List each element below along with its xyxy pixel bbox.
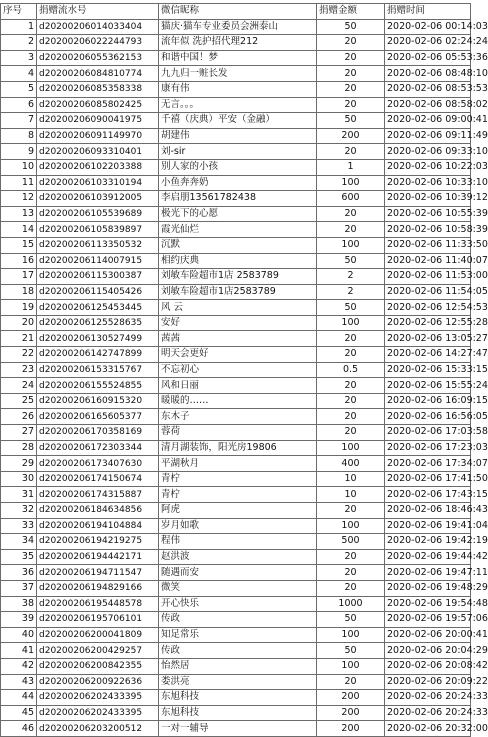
cell-time: 2020-02-06 10:39:12: [385, 191, 471, 207]
cell-nickname: 胡建伟: [159, 128, 317, 144]
cell-time: 2020-02-06 20:00:41: [385, 627, 471, 643]
cell-serial: d20200206174150674: [37, 471, 159, 487]
cell-serial: d20200206202433395: [37, 690, 159, 706]
cell-index: 3: [1, 50, 37, 66]
cell-amount: 20: [317, 35, 385, 51]
cell-nickname: 不忘初心: [159, 362, 317, 378]
table-row: [1, 643, 471, 659]
cell-index: 20: [1, 315, 37, 331]
cell-serial: d20200206085802425: [37, 97, 159, 113]
cell-amount: 0.5: [317, 362, 385, 378]
cell-amount: 20: [317, 425, 385, 441]
cell-nickname: 刘敏车险超市1店2583789: [159, 284, 317, 300]
cell-amount: 20: [317, 378, 385, 394]
cell-amount: 1: [317, 159, 385, 175]
cell-time: 2020-02-06 20:04:29: [385, 643, 471, 659]
cell-nickname: 霞光仙烂: [159, 222, 317, 238]
table-row: [1, 378, 471, 394]
header-index: 序号: [1, 4, 37, 20]
cell-serial: d20200206125528635: [37, 315, 159, 331]
cell-time: 2020-02-06 17:03:58: [385, 425, 471, 441]
cell-serial: d20200206173407630: [37, 456, 159, 472]
table-row: [1, 580, 471, 596]
cell-time: 2020-02-06 17:34:07: [385, 456, 471, 472]
cell-nickname: 东木子: [159, 409, 317, 425]
table-row: [1, 191, 471, 207]
cell-index: 30: [1, 471, 37, 487]
table-body: [1, 19, 488, 736]
cell-serial: d20200206115405426: [37, 284, 159, 300]
donation-table: [0, 3, 488, 737]
cell-index: 13: [1, 206, 37, 222]
cell-serial: d20200206091149970: [37, 128, 159, 144]
table-row: [1, 300, 471, 316]
cell-index: 24: [1, 378, 37, 394]
cell-amount: 200: [317, 721, 385, 737]
cell-time: 2020-02-06 15:33:15: [385, 362, 471, 378]
cell-amount: 20: [317, 565, 385, 581]
cell-index: 46: [1, 721, 37, 737]
cell-nickname: 传政: [159, 612, 317, 628]
cell-index: 27: [1, 425, 37, 441]
table-row: [1, 347, 471, 363]
cell-serial: d20200206200041809: [37, 627, 159, 643]
cell-amount: 100: [317, 315, 385, 331]
cell-time: 2020-02-06 05:53:36: [385, 50, 471, 66]
cell-amount: 20: [317, 50, 385, 66]
cell-nickname: 青柠: [159, 487, 317, 503]
cell-amount: 50: [317, 19, 385, 35]
cell-serial: d20200206105539689: [37, 206, 159, 222]
table-row: [1, 456, 471, 472]
cell-index: 7: [1, 113, 37, 129]
table-row: [1, 19, 471, 35]
cell-nickname: 无言。。。: [159, 97, 317, 113]
cell-amount: 100: [317, 658, 385, 674]
cell-serial: d20200206194442171: [37, 549, 159, 565]
cell-serial: d20200206160915320: [37, 393, 159, 409]
table-row: [1, 705, 471, 721]
cell-nickname: 程伟: [159, 534, 317, 550]
cell-serial: d20200206103912005: [37, 191, 159, 207]
cell-nickname: 流年似 洗护招代理212: [159, 35, 317, 51]
cell-amount: 200: [317, 705, 385, 721]
cell-amount: 20: [317, 549, 385, 565]
table-row: [1, 222, 471, 238]
cell-index: 34: [1, 534, 37, 550]
cell-time: 2020-02-06 15:55:24: [385, 378, 471, 394]
cell-index: 14: [1, 222, 37, 238]
cell-nickname: 安好: [159, 315, 317, 331]
cell-nickname: 东旭科技: [159, 705, 317, 721]
cell-index: 6: [1, 97, 37, 113]
table-row: [1, 253, 471, 269]
table-row: [1, 627, 471, 643]
cell-serial: d20200206085358338: [37, 81, 159, 97]
cell-serial: d20200206203200512: [37, 721, 159, 737]
cell-amount: 20: [317, 393, 385, 409]
cell-index: 21: [1, 331, 37, 347]
cell-time: 2020-02-06 20:32:00: [385, 721, 471, 737]
table-row: [1, 425, 471, 441]
cell-index: 1: [1, 19, 37, 35]
cell-time: 2020-02-06 11:53:00: [385, 269, 471, 285]
cell-amount: 500: [317, 534, 385, 550]
cell-amount: 20: [317, 331, 385, 347]
cell-amount: 100: [317, 440, 385, 456]
cell-time: 2020-02-06 10:22:03: [385, 159, 471, 175]
cell-index: 19: [1, 300, 37, 316]
cell-time: 2020-02-06 17:43:15: [385, 487, 471, 503]
table-row: [1, 315, 471, 331]
cell-nickname: 平湖秋月: [159, 456, 317, 472]
cell-amount: 50: [317, 300, 385, 316]
cell-index: 43: [1, 674, 37, 690]
cell-amount: 2: [317, 284, 385, 300]
cell-serial: d20200206202433395: [37, 705, 159, 721]
cell-index: 5: [1, 81, 37, 97]
cell-index: 15: [1, 237, 37, 253]
cell-time: 2020-02-06 09:11:49: [385, 128, 471, 144]
cell-nickname: 知足常乐: [159, 627, 317, 643]
cell-nickname: 别人家的小孩: [159, 159, 317, 175]
cell-time: 2020-02-06 19:47:11: [385, 565, 471, 581]
cell-index: 8: [1, 128, 37, 144]
table-row: [1, 144, 471, 160]
table-row: [1, 284, 471, 300]
cell-serial: d20200206114007915: [37, 253, 159, 269]
cell-nickname: 明天会更好: [159, 347, 317, 363]
cell-amount: 50: [317, 253, 385, 269]
cell-time: 2020-02-06 11:40:07: [385, 253, 471, 269]
table-row: [1, 518, 471, 534]
cell-nickname: 刘敏车险超市1店 2583789: [159, 269, 317, 285]
cell-serial: d20200206014033404: [37, 19, 159, 35]
cell-amount: 100: [317, 175, 385, 191]
cell-time: 2020-02-06 16:56:05: [385, 409, 471, 425]
cell-nickname: 千禧（庆典）平安（金融）: [159, 113, 317, 129]
cell-serial: d20200206200922636: [37, 674, 159, 690]
cell-amount: 20: [317, 503, 385, 519]
cell-serial: d20200206194219275: [37, 534, 159, 550]
cell-index: 31: [1, 487, 37, 503]
cell-index: 37: [1, 580, 37, 596]
cell-serial: d20200206022244793: [37, 35, 159, 51]
cell-time: 2020-02-06 17:41:50: [385, 471, 471, 487]
cell-index: 36: [1, 565, 37, 581]
cell-time: 2020-02-06 20:24:33: [385, 705, 471, 721]
cell-amount: 200: [317, 128, 385, 144]
cell-serial: d20200206165605377: [37, 409, 159, 425]
cell-serial: d20200206115300387: [37, 269, 159, 285]
cell-time: 2020-02-06 11:54:05: [385, 284, 471, 300]
cell-index: 18: [1, 284, 37, 300]
table-row: [1, 113, 471, 129]
cell-serial: d20200206200842355: [37, 658, 159, 674]
cell-index: 17: [1, 269, 37, 285]
header-row: [1, 4, 471, 20]
table-row: [1, 471, 471, 487]
cell-time: 2020-02-06 19:44:42: [385, 549, 471, 565]
cell-nickname: 岁月如歌: [159, 518, 317, 534]
table-row: [1, 674, 471, 690]
cell-index: 12: [1, 191, 37, 207]
table-row: [1, 658, 471, 674]
table-row: [1, 175, 471, 191]
table-row: [1, 97, 471, 113]
table-row: [1, 534, 471, 550]
cell-amount: 100: [317, 518, 385, 534]
cell-time: 2020-02-06 13:05:27: [385, 331, 471, 347]
cell-amount: 10: [317, 487, 385, 503]
table-row: [1, 269, 471, 285]
cell-index: 25: [1, 393, 37, 409]
cell-amount: 100: [317, 627, 385, 643]
cell-serial: d20200206195448578: [37, 596, 159, 612]
cell-index: 10: [1, 159, 37, 175]
cell-serial: d20200206194104884: [37, 518, 159, 534]
cell-index: 40: [1, 627, 37, 643]
cell-serial: d20200206184634856: [37, 503, 159, 519]
table-row: [1, 81, 471, 97]
cell-time: 2020-02-06 19:54:48: [385, 596, 471, 612]
cell-nickname: 猫庆·猫车专业委员会洲泰山: [159, 19, 317, 35]
cell-time: 2020-02-06 12:55:28: [385, 315, 471, 331]
cell-index: 42: [1, 658, 37, 674]
cell-time: 2020-02-06 16:09:15: [385, 393, 471, 409]
cell-nickname: 刘-sir: [159, 144, 317, 160]
cell-amount: 10: [317, 471, 385, 487]
header-amount: 捐赠金额: [317, 4, 385, 20]
cell-serial: d20200206200429257: [37, 643, 159, 659]
cell-index: 23: [1, 362, 37, 378]
cell-nickname: 微笑: [159, 580, 317, 596]
cell-serial: d20200206155524855: [37, 378, 159, 394]
cell-time: 2020-02-06 18:46:43: [385, 503, 471, 519]
cell-amount: 50: [317, 643, 385, 659]
table-row: [1, 206, 471, 222]
table-row: [1, 237, 471, 253]
cell-nickname: 和谐中国！梦: [159, 50, 317, 66]
table-row: [1, 487, 471, 503]
table-row: [1, 565, 471, 581]
table-row: [1, 721, 471, 737]
cell-nickname: 传政: [159, 643, 317, 659]
cell-nickname: 极光下的心愿: [159, 206, 317, 222]
cell-serial: d20200206103310194: [37, 175, 159, 191]
table-row: [1, 503, 471, 519]
cell-serial: d20200206105839897: [37, 222, 159, 238]
cell-time: 2020-02-06 02:24:24: [385, 35, 471, 51]
table-row: [1, 331, 471, 347]
cell-index: 4: [1, 66, 37, 82]
cell-index: 16: [1, 253, 37, 269]
cell-amount: 20: [317, 97, 385, 113]
cell-index: 32: [1, 503, 37, 519]
cell-nickname: 小鱼奔奔奶: [159, 175, 317, 191]
cell-amount: 1000: [317, 596, 385, 612]
cell-index: 26: [1, 409, 37, 425]
cell-amount: 50: [317, 612, 385, 628]
cell-time: 2020-02-06 09:33:10: [385, 144, 471, 160]
cell-index: 9: [1, 144, 37, 160]
cell-nickname: 怡然居: [159, 658, 317, 674]
table-row: [1, 596, 471, 612]
cell-time: 2020-02-06 20:08:42: [385, 658, 471, 674]
cell-index: 45: [1, 705, 37, 721]
cell-nickname: 随遇而安: [159, 565, 317, 581]
cell-index: 22: [1, 347, 37, 363]
cell-time: 2020-02-06 19:57:06: [385, 612, 471, 628]
cell-nickname: 风和日丽: [159, 378, 317, 394]
cell-nickname: 娄洪亮: [159, 674, 317, 690]
cell-serial: d20200206093310401: [37, 144, 159, 160]
cell-serial: d20200206113350532: [37, 237, 159, 253]
cell-amount: 400: [317, 456, 385, 472]
cell-amount: 20: [317, 206, 385, 222]
cell-serial: d20200206084810774: [37, 66, 159, 82]
cell-amount: 20: [317, 222, 385, 238]
cell-nickname: 清月湖装饰，阳光房19806: [159, 440, 317, 456]
cell-serial: d20200206174315887: [37, 487, 159, 503]
cell-nickname: 风 云: [159, 300, 317, 316]
table-row: [1, 440, 471, 456]
cell-index: 39: [1, 612, 37, 628]
cell-time: 2020-02-06 08:53:53: [385, 81, 471, 97]
cell-serial: d20200206194829166: [37, 580, 159, 596]
cell-nickname: 九九归一赃长发: [159, 66, 317, 82]
cell-amount: 20: [317, 144, 385, 160]
cell-serial: d20200206153315767: [37, 362, 159, 378]
cell-amount: 200: [317, 690, 385, 706]
header-time: 捐赠时间: [385, 4, 471, 20]
cell-index: 29: [1, 456, 37, 472]
cell-amount: 20: [317, 347, 385, 363]
table-row: [1, 128, 471, 144]
cell-time: 2020-02-06 10:33:10: [385, 175, 471, 191]
cell-time: 2020-02-06 08:58:02: [385, 97, 471, 113]
cell-time: 2020-02-06 08:48:10: [385, 66, 471, 82]
cell-nickname: 茜茜: [159, 331, 317, 347]
cell-index: 33: [1, 518, 37, 534]
cell-nickname: 一对一辅导: [159, 721, 317, 737]
donation-sheet: [0, 3, 488, 737]
cell-nickname: 沉默: [159, 237, 317, 253]
cell-time: 2020-02-06 10:58:39: [385, 222, 471, 238]
cell-serial: d20200206130527499: [37, 331, 159, 347]
cell-amount: 2: [317, 269, 385, 285]
cell-index: 11: [1, 175, 37, 191]
cell-index: 44: [1, 690, 37, 706]
cell-nickname: 蓉荷: [159, 425, 317, 441]
table-row: [1, 66, 471, 82]
cell-time: 2020-02-06 19:41:04: [385, 518, 471, 534]
cell-amount: 50: [317, 113, 385, 129]
table-row: [1, 549, 471, 565]
cell-nickname: 青柠: [159, 471, 317, 487]
cell-time: 2020-02-06 00:14:03: [385, 19, 471, 35]
cell-amount: 20: [317, 81, 385, 97]
cell-time: 2020-02-06 11:33:50: [385, 237, 471, 253]
table-row: [1, 409, 471, 425]
cell-time: 2020-02-06 09:00:41: [385, 113, 471, 129]
cell-serial: d20200206125453445: [37, 300, 159, 316]
header-nickname: 微信昵称: [159, 4, 317, 20]
table-row: [1, 612, 471, 628]
cell-serial: d20200206055362153: [37, 50, 159, 66]
table-row: [1, 393, 471, 409]
cell-serial: d20200206172303344: [37, 440, 159, 456]
cell-amount: 600: [317, 191, 385, 207]
cell-amount: 20: [317, 409, 385, 425]
cell-nickname: 开心快乐: [159, 596, 317, 612]
cell-index: 2: [1, 35, 37, 51]
cell-nickname: 暖暖的……: [159, 393, 317, 409]
cell-serial: d20200206170358169: [37, 425, 159, 441]
cell-time: 2020-02-06 20:09:22: [385, 674, 471, 690]
table-row: [1, 690, 471, 706]
table-row: [1, 35, 471, 51]
cell-amount: 20: [317, 674, 385, 690]
cell-time: 2020-02-06 20:24:33: [385, 690, 471, 706]
table-row: [1, 362, 471, 378]
cell-amount: 20: [317, 580, 385, 596]
cell-serial: d20200206142747899: [37, 347, 159, 363]
cell-serial: d20200206195706101: [37, 612, 159, 628]
cell-time: 2020-02-06 19:42:19: [385, 534, 471, 550]
cell-time: 2020-02-06 17:23:03: [385, 440, 471, 456]
cell-time: 2020-02-06 10:55:39: [385, 206, 471, 222]
cell-index: 35: [1, 549, 37, 565]
cell-time: 2020-02-06 12:54:53: [385, 300, 471, 316]
cell-nickname: 东旭科技: [159, 690, 317, 706]
cell-serial: d20200206102203388: [37, 159, 159, 175]
cell-index: 41: [1, 643, 37, 659]
cell-time: 2020-02-06 19:48:29: [385, 580, 471, 596]
table-row: [1, 50, 471, 66]
cell-serial: d20200206090041975: [37, 113, 159, 129]
cell-nickname: 相约庆典: [159, 253, 317, 269]
cell-nickname: 赵洪波: [159, 549, 317, 565]
header-serial: 捐赠流水号: [37, 4, 159, 20]
cell-amount: 20: [317, 66, 385, 82]
cell-index: 38: [1, 596, 37, 612]
cell-index: 28: [1, 440, 37, 456]
cell-nickname: 康有伟: [159, 81, 317, 97]
cell-time: 2020-02-06 14:27:47: [385, 347, 471, 363]
cell-amount: 100: [317, 237, 385, 253]
table-row: [1, 159, 471, 175]
cell-nickname: 李启朋13561782438: [159, 191, 317, 207]
cell-serial: d20200206194711547: [37, 565, 159, 581]
cell-nickname: 阿虎: [159, 503, 317, 519]
